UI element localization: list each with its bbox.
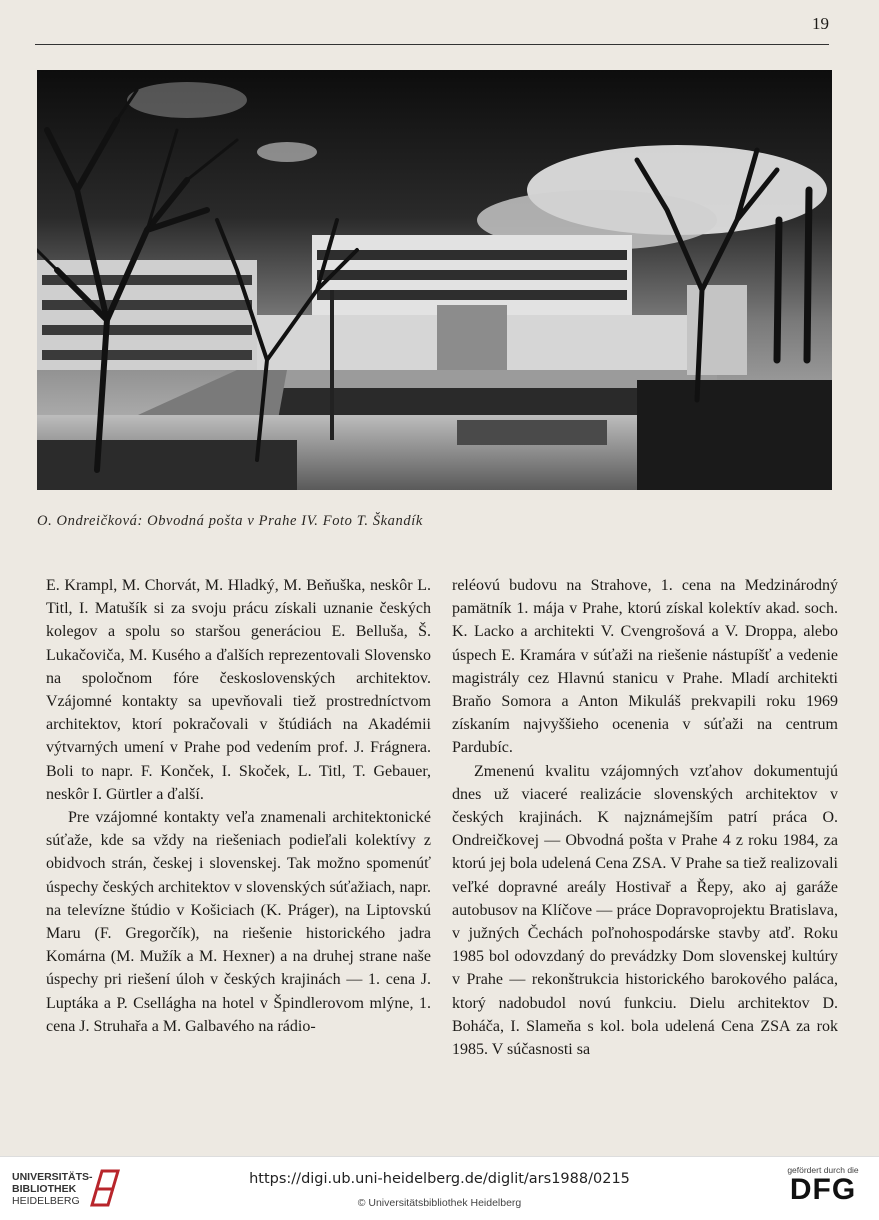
logo-line: UNIVERSITÄTS- (12, 1171, 93, 1183)
header-rule (35, 44, 829, 45)
footer-bar (0, 1156, 879, 1220)
logo-line: HEIDELBERG (12, 1195, 80, 1207)
dfg-logo[interactable] (781, 1165, 865, 1205)
paragraph: reléovú budovu na Strahove, 1. cena na Medzinárodný pamätník 1. mája v Prahe, ktorú získal kolektív akad. soch. K. Lacko a architekti V. Cvengrošová a V. Droppa, alebo úspech E. Kramára v súťaži na riešenie nástupíšť a vedenie magistrály cez Hlavnú stanicu v Prahe. Mladí architekti Braňo Somora a Anton Mikuláš prekvapili roku 1969 získaním najvyššieho ocenenia v súťaži na centrum Pardubíc. (452, 577, 838, 757)
logo-line: BIBLIOTHEK (12, 1183, 77, 1195)
copyright-text: © Universitätsbibliothek Heidelberg (357, 1197, 522, 1209)
paragraph: E. Krampl, M. Chorvát, M. Hladký, M. Beňuška, neskôr L. Titl, I. Matušík si za svoju prácu získali uznanie českých kolegov a spolu so staršou generáciou E. Belluša, Š. Lukačoviča, M. Kusého a ďalších reprezentovali Slovensko na spoločnom fóre československých architektov. Vzájomné kontakty sa upevňovali tiež prostredníctvom architektov, ktorí pokračovali v štúdiách na Akadémii výtvarných umení v Prahe pod vedením prof. J. Frágnera. Boli to napr. F. Konček, I. Skoček, L. Titl, T. Gebauer, neskôr I. Gürtler a ďalší. (46, 577, 431, 803)
permalink-url[interactable]: https://digi.ub.uni-heidelberg.de/diglit/ars1988/0215 (249, 1171, 630, 1187)
paragraph: Pre vzájomné kontakty veľa znamenali architektonické súťaže, kde sa vždy na riešeniach podieľali kolektívy z obidvoch strán, českej i slovenskej. Tak možno spomenúť úspechy českých architektov v slovenských súťažiach, napr. na televízne štúdio v Košiciach (K. Práger), na Liptovskú Maru (F. Gregorčík), na riešenie historického jadra Komárna (M. Mužík a M. Hexner) a na druhej strane naše úspechy pri riešení úloh v českých krajinách — 1. cena J. Luptáka a P. Csellágha na hotel v Špindlerovom mlýne, 1. cena J. Struhařa a M. Galbavého na rádio- (46, 809, 431, 1035)
page-number: 19 (812, 14, 829, 33)
building-photo-drawing (37, 70, 832, 490)
right-column (452, 574, 838, 1061)
left-column (46, 574, 431, 1038)
photo-caption: O. Ondreičková: Obvodná pošta v Prahe IV. Foto T. Škandík (37, 513, 423, 529)
building-photo (37, 70, 832, 490)
dfg-wordmark: DFG (789, 1173, 857, 1206)
paragraph: Zmenenú kvalitu vzájomných vzťahov dokumentujú dnes už viaceré realizácie slovenských architektov v českých krajinách. K najznámejším patrí práca O. Ondreičkovej — Obvodná pošta v Prahe 4 z roku 1984, za ktorú jej bola udelená Cena ZSA. V Prahe sa tiež realizovali veľké dopravné areály Hostivař a Řepy, ako aj garáže autobusov na Klíčove — práce Dopravoprojektu Bratislava, v južných Čechách poľnohospodárske stavby atď. Roku 1985 bol odovzdaný do prevádzky Dom slovenskej kultúry v Prahe — rekonštrukcia historického barokového paláca, ktorý nadobudol novú funkciu. Dielu architektov D. Boháča, I. Slameňa s kol. bola udelená Cena ZSA za rok 1985. V súčasnosti sa (452, 762, 838, 1059)
dfg-tagline: gefördert durch die (787, 1165, 859, 1175)
